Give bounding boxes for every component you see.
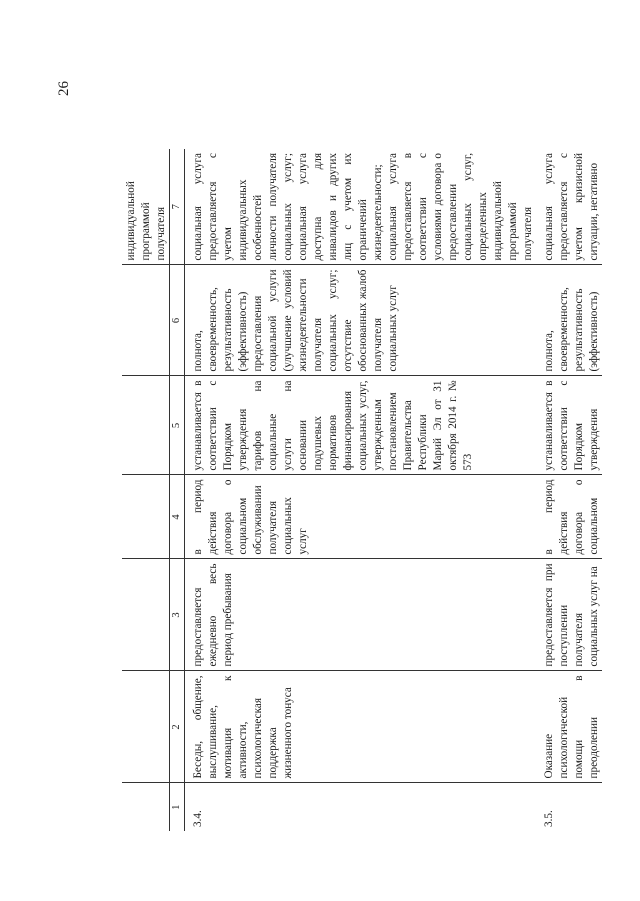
- cell-number: 3.4.: [192, 810, 204, 827]
- cell-indicators: полнота, своевременность, результативность (эффективность) предоставления социальной услуги (улучшение условий жизнедеятельности получателя социальных услуг; отсутствие обоснованных жалоб получателя социальных услуг: [185, 265, 537, 376]
- table-row: [536, 149, 602, 831]
- cell-periodicity: предоставляется ежедневно весь период пребывания: [185, 559, 537, 671]
- cell-periodicity: предоставляется при поступлении получателя социальных услуг на: [536, 559, 602, 671]
- column-header-1: 1: [170, 783, 185, 831]
- table-header-row: [170, 149, 185, 831]
- cell-service-name: Беседы, общение, выслушивание, мотивация к активности, психологическая поддержка жизненного тонуса: [185, 671, 537, 783]
- column-header-4: 4: [170, 475, 185, 559]
- column-header-6: 6: [170, 265, 185, 376]
- cell-term: в период действия договора о социальном: [536, 475, 602, 559]
- table-row-continuation: [122, 149, 170, 831]
- cell-empty: [122, 376, 170, 475]
- cell-term: в период действия договора о социальном обслуживании получателя социальных услуг: [185, 475, 537, 559]
- cell-service-name: Оказание психологической помощи в преодолении: [536, 671, 602, 783]
- cell-empty: [122, 475, 170, 559]
- cell-conditions: социальная услуга предоставляется с учетом кризисной ситуации, негативно: [536, 149, 602, 265]
- cell-conditions: социальная услуга предоставляется с учетом индивидуальных особенностей личности получателя социальных услуг; социальная услуга доступна для инвалидов и других лиц с учетом их ограничений жизнедеятельности; социальная услуга предоставляется в соответствии с условиями договора о предоставлении социальных услуг, определенных индивидуальной программой получателя: [185, 149, 537, 265]
- page-number: 26: [56, 81, 72, 96]
- cell-tariff: устанавливается в соответствии с Порядком утверждения тарифов на социальные услуги на основании подушевых нормативов финансирования социальных услуг, утвержденным постановлением Правительства Республики Марий Эл от 31 октября 2014 г. № 573: [185, 376, 537, 475]
- column-header-3: 3: [170, 559, 185, 671]
- column-header-7: 7: [170, 149, 185, 265]
- cell-empty: [122, 783, 170, 831]
- cell-number: 3.5.: [543, 810, 555, 827]
- column-header-2: 2: [170, 671, 185, 783]
- cell-indicators: полнота, своевременность, результативность (эффективность): [536, 265, 602, 376]
- cell-tariff: устанавливается в соответствии с Порядком утверждения: [536, 376, 602, 475]
- cell-empty: [122, 265, 170, 376]
- table-row: [185, 149, 537, 831]
- services-table: [122, 149, 602, 831]
- cell-conditions-continued: индивидуальной программой получателя: [122, 149, 170, 265]
- column-header-5: 5: [170, 376, 185, 475]
- cell-empty: [122, 671, 170, 783]
- cell-empty: [122, 559, 170, 671]
